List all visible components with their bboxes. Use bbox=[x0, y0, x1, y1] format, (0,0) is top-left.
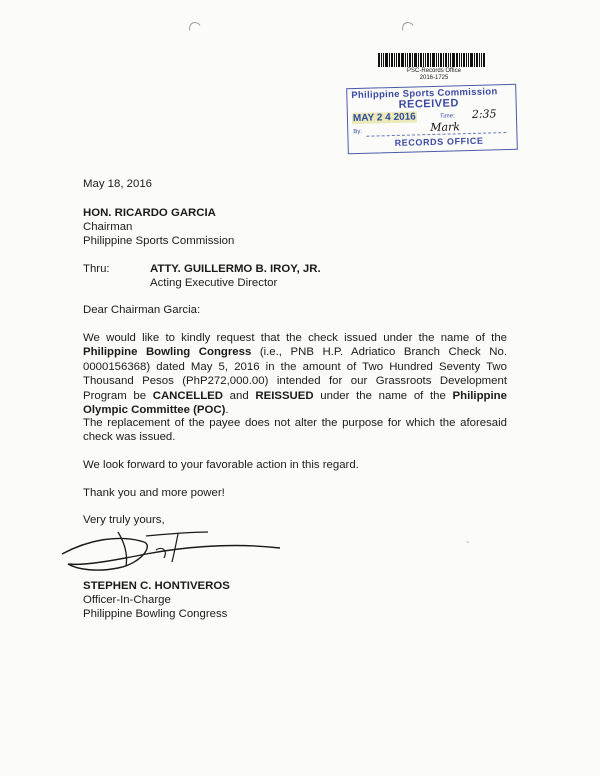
signature-stroke-main bbox=[62, 538, 280, 570]
recipient-name: HON. RICARDO GARCIA bbox=[83, 207, 216, 219]
barcode-bar bbox=[398, 53, 400, 67]
body-paragraph-replacement: The replacement of the payee does not alter the purpose for which the aforesaid check was issued. bbox=[83, 417, 507, 444]
p1-text-a: We would like to kindly request that the check issued under the name of the bbox=[83, 332, 507, 344]
records-office: PSC-Records Office bbox=[407, 68, 461, 74]
barcode-bar bbox=[479, 53, 480, 67]
records-label bbox=[398, 68, 470, 82]
barcode-bar bbox=[461, 53, 462, 67]
signer-name: STEPHEN C. HONTIVEROS bbox=[83, 580, 230, 592]
signature-stroke-bar bbox=[146, 532, 208, 536]
stamp-date bbox=[352, 111, 417, 124]
barcode-bar bbox=[412, 53, 413, 67]
barcode-bar bbox=[407, 53, 408, 67]
p1-org-name: Philippine Bowling Congress bbox=[83, 346, 252, 359]
body-paragraph-forward: We look forward to your favorable action in this regard. bbox=[83, 459, 359, 471]
barcode-bar bbox=[452, 53, 455, 67]
barcode-bar bbox=[438, 53, 439, 67]
letter-date: May 18, 2016 bbox=[83, 178, 153, 190]
punch-hole-mark bbox=[187, 20, 202, 35]
barcode-bar bbox=[385, 53, 388, 67]
recipient-org: Philippine Sports Commission bbox=[83, 235, 235, 247]
barcode-bar bbox=[436, 53, 437, 67]
stamp-by-value: Mark bbox=[430, 120, 461, 135]
barcode-bar bbox=[476, 53, 478, 67]
signature-stroke-loop bbox=[156, 548, 165, 558]
received-stamp bbox=[346, 84, 518, 154]
body-paragraph-request bbox=[83, 331, 507, 417]
recipient-title: Chairman bbox=[83, 221, 133, 233]
barcode-bar bbox=[425, 53, 426, 67]
barcode-bar bbox=[474, 53, 475, 67]
barcode-bar bbox=[427, 53, 429, 67]
barcode-bar bbox=[456, 53, 458, 67]
stamp-received: RECEIVED bbox=[398, 97, 460, 111]
signature-stroke-d bbox=[118, 532, 127, 566]
barcode-bar bbox=[391, 53, 393, 67]
barcode-bar bbox=[443, 53, 444, 67]
thru-title: Acting Executive Director bbox=[150, 277, 278, 289]
barcode bbox=[378, 53, 492, 67]
barcode-bar bbox=[414, 53, 417, 67]
barcode-bar bbox=[383, 53, 384, 67]
stamp-date-value: MAY 2 4 2016 bbox=[352, 111, 416, 125]
barcode-bar bbox=[389, 53, 390, 67]
closing: Very truly yours, bbox=[83, 514, 165, 526]
barcode-bar bbox=[420, 53, 422, 67]
p1-reissued: REISSUED bbox=[255, 389, 314, 402]
barcode-bar bbox=[432, 53, 435, 67]
signer-title: Officer-In-Charge bbox=[83, 594, 171, 606]
barcode-bar bbox=[430, 53, 431, 67]
barcode-bar bbox=[459, 53, 460, 67]
barcode-bar bbox=[396, 53, 397, 67]
barcode-bar bbox=[448, 53, 449, 67]
barcode-bar bbox=[445, 53, 447, 67]
stamp-by-label: By: bbox=[353, 128, 363, 136]
barcode-bar bbox=[468, 53, 469, 67]
paper-speck: ~ bbox=[466, 540, 470, 546]
thru-label: Thru: bbox=[83, 263, 110, 275]
barcode-bar bbox=[450, 53, 451, 67]
barcode-bar bbox=[394, 53, 395, 67]
barcode-bar bbox=[423, 53, 424, 67]
barcode-bar bbox=[481, 53, 482, 67]
stamp-time-label: Time: bbox=[439, 113, 455, 120]
records-number: 2016-1725 bbox=[419, 75, 449, 81]
signer-org: Philippine Bowling Congress bbox=[83, 608, 228, 620]
barcode-bar bbox=[381, 53, 382, 67]
barcode-bar bbox=[466, 53, 467, 67]
p1-text-g: under the name of the bbox=[313, 389, 453, 402]
salutation: Dear Chairman Garcia: bbox=[83, 304, 201, 316]
p1-cancelled: CANCELLED bbox=[152, 389, 223, 402]
thru-name: ATTY. GUILLERMO B. IROY, JR. bbox=[150, 263, 321, 275]
barcode-bar bbox=[418, 53, 419, 67]
barcode-bar bbox=[483, 53, 485, 67]
stamp-title: Philippine Sports Commission bbox=[351, 86, 498, 102]
handwritten-signature bbox=[58, 520, 288, 578]
body-paragraph-thanks: Thank you and more power! bbox=[83, 487, 225, 499]
barcode-bar bbox=[409, 53, 411, 67]
p1-text-e: and bbox=[222, 389, 256, 402]
barcode-bar bbox=[463, 53, 465, 67]
signature-stroke-t bbox=[172, 534, 178, 562]
punch-hole-mark bbox=[400, 20, 415, 35]
barcode-bar bbox=[378, 53, 380, 67]
barcode-bar bbox=[440, 53, 442, 67]
p1-poc: Philippine Olympic Committee (POC) bbox=[83, 389, 507, 417]
p1-text-i: . bbox=[225, 404, 229, 417]
barcode-bar bbox=[405, 53, 406, 67]
stamp-time-value: 2:35 bbox=[471, 107, 497, 121]
p1-text-c: (i.e., PNB H.P. Adriatico Branch Check No. 0000156368) dated May 5, 2016 in the amount of Two Hundred Seventy Two Thousand Pesos (PhP272,000.00) intended for our Grassroots Development Program be bbox=[83, 346, 508, 402]
stamp-office: RECORDS OFFICE bbox=[394, 135, 484, 148]
barcode-bar bbox=[401, 53, 404, 67]
barcode-bar bbox=[470, 53, 473, 67]
